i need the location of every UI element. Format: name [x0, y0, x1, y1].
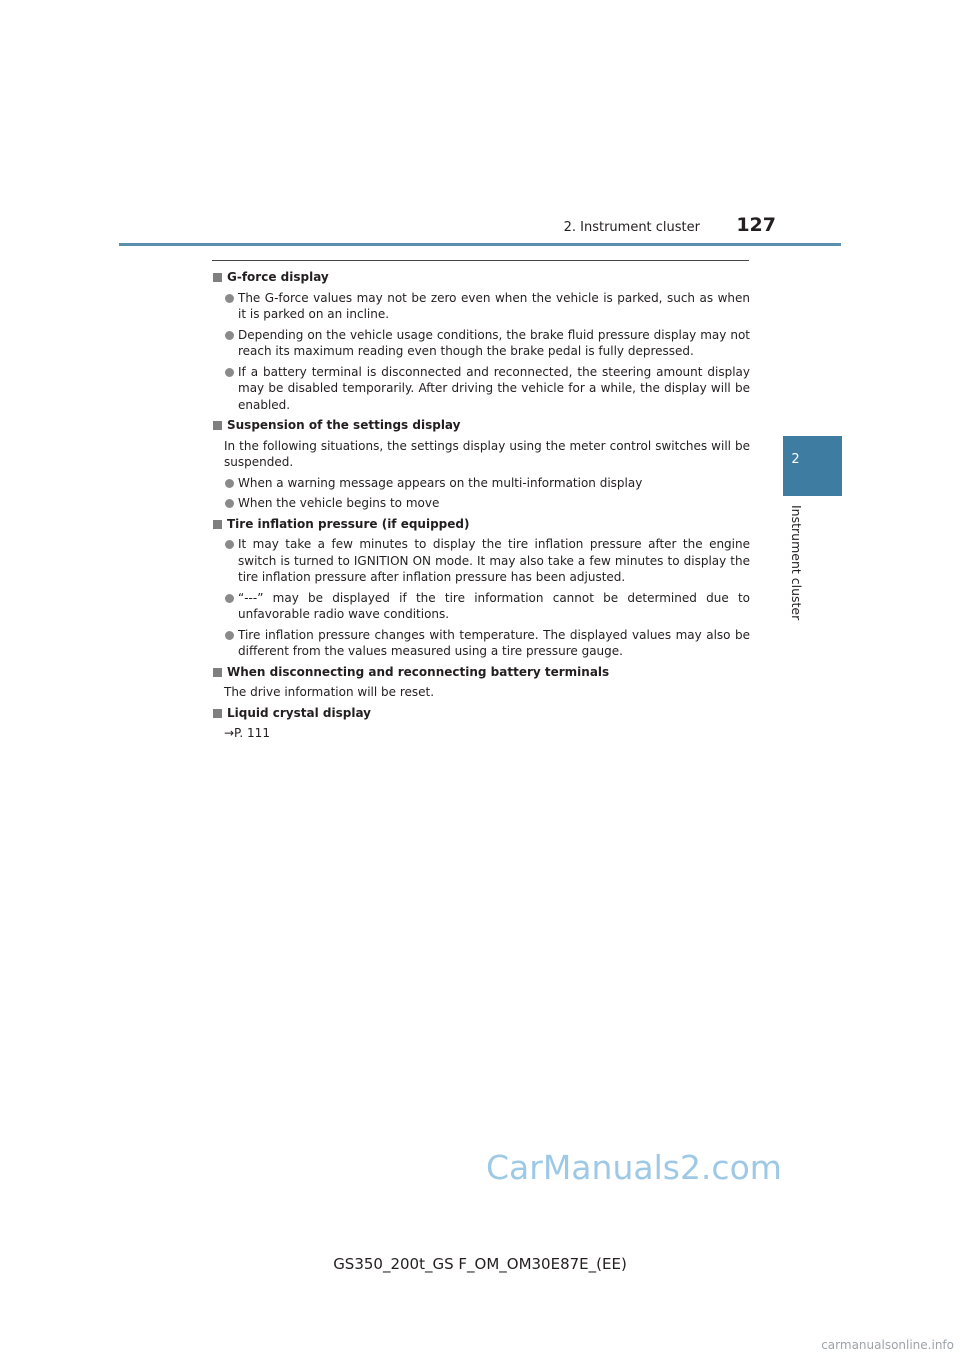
round-bullet-icon: [225, 499, 234, 508]
section-title: When disconnecting and reconnecting battery terminals: [211, 664, 750, 681]
carmanuals-watermark: CarManuals2.com: [486, 1148, 782, 1187]
list-item: “---” may be displayed if the tire information cannot be determined due to unfavorable radio wave conditions.: [225, 590, 750, 623]
section-tire-pressure: [211, 516, 750, 660]
list-item: If a battery terminal is disconnected and reconnected, the steering amount display may be disabled temporarily. After driving the vehicle for a while, the display will be enabled.: [225, 364, 750, 414]
running-header-title: 2. Instrument cluster: [563, 220, 700, 235]
chapter-tab-number: 2: [791, 452, 800, 467]
square-bullet-icon: [213, 520, 222, 529]
round-bullet-icon: [225, 594, 234, 603]
square-bullet-icon: [213, 668, 222, 677]
section-battery-terminals: [211, 664, 750, 701]
list-item: It may take a few minutes to display the tire inflation pressure after the engine switch is turned to IGNITION ON mode. It may also take a few minutes to display the tire inflation pressure after inflation pressure has been adjusted.: [225, 536, 750, 586]
list-item: When the vehicle begins to move: [225, 495, 750, 512]
page-number: 127: [736, 214, 776, 236]
round-bullet-icon: [225, 540, 234, 549]
page-content: [211, 269, 750, 746]
round-bullet-icon: [225, 368, 234, 377]
content-top-rule: [212, 260, 749, 261]
square-bullet-icon: [213, 421, 222, 430]
round-bullet-icon: [225, 479, 234, 488]
round-bullet-icon: [225, 294, 234, 303]
square-bullet-icon: [213, 709, 222, 718]
section-lcd: [211, 705, 750, 742]
round-bullet-icon: [225, 331, 234, 340]
section-text: The drive information will be reset.: [224, 685, 435, 699]
section-title: G-force display: [211, 269, 750, 286]
list-item: Depending on the vehicle usage conditions, the brake fluid pressure display may not reach its maximum reading even though the brake pedal is fully depressed.: [225, 327, 750, 360]
section-title: Suspension of the settings display: [211, 417, 750, 434]
page-reference-link[interactable]: →P. 111: [224, 726, 270, 740]
section-settings-suspension: [211, 417, 750, 512]
list-item: Tire inflation pressure changes with temperature. The displayed values may also be different from the values measured using a tire pressure gauge.: [225, 627, 750, 660]
header-rule: [119, 243, 841, 246]
section-g-force: [211, 269, 750, 413]
list-item: The G-force values may not be zero even when the vehicle is parked, such as when it is parked on an incline.: [225, 290, 750, 323]
round-bullet-icon: [225, 631, 234, 640]
section-text: In the following situations, the settings display using the meter control switches will be suspended.: [224, 438, 750, 469]
footer-code: GS350_200t_GS F_OM_OM30E87E_(EE): [333, 1255, 627, 1273]
section-title: Liquid crystal display: [211, 705, 750, 722]
chapter-tab-label: Instrument cluster: [789, 505, 804, 621]
square-bullet-icon: [213, 273, 222, 282]
section-title: Tire inflation pressure (if equipped): [211, 516, 750, 533]
site-watermark: carmanualsonline.info: [821, 1338, 954, 1352]
list-item: When a warning message appears on the multi-information display: [225, 475, 750, 492]
